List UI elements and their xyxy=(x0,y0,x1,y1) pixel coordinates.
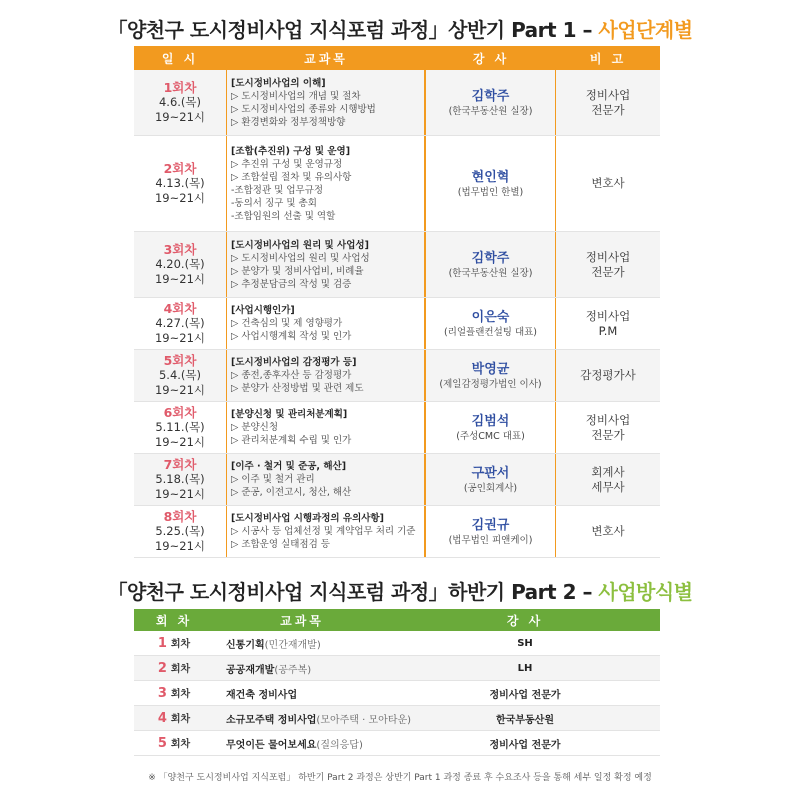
lecturer-org: (법무법인 피앤케이) xyxy=(448,534,533,546)
session-number: 5회차 xyxy=(163,353,197,368)
session-cell xyxy=(134,402,226,453)
table-row xyxy=(134,350,660,402)
table-row xyxy=(134,506,660,558)
session-time: 19~21시 xyxy=(154,272,205,286)
lecturer-cell xyxy=(426,298,556,349)
session-unit: 회차 xyxy=(170,739,191,750)
lecturer-org: (한국부동산원 실장) xyxy=(448,267,533,279)
table-row xyxy=(134,731,660,756)
session-date: 5.25.(목) xyxy=(155,524,205,538)
lecturer-name: 김범석 xyxy=(471,413,510,429)
subject-heading: [도시정비사업의 감정평가 등] xyxy=(231,357,357,368)
session-number: 1회차 xyxy=(163,80,197,95)
session-number: 2회차 xyxy=(163,161,197,176)
session-date: 4.13.(목) xyxy=(155,176,205,190)
session-cell xyxy=(134,298,226,349)
table-row xyxy=(134,298,660,350)
subject-cell xyxy=(214,636,390,651)
subject-line: ▷ 이주 및 철거 관리 xyxy=(231,474,315,485)
lecturer-cell xyxy=(426,70,556,135)
session-cell xyxy=(134,660,214,676)
lecturer-cell: 한국부동산원 xyxy=(496,714,554,726)
lecturer-name: 이은숙 xyxy=(471,309,510,325)
session-number: 8회차 xyxy=(163,509,197,524)
part2-table-body xyxy=(134,631,660,756)
part1-table-body xyxy=(134,70,660,558)
session-number: 3회차 xyxy=(163,242,197,257)
lecturer-name: 김권규 xyxy=(471,517,510,533)
subject-line: ▷ 도시정비사업의 원리 및 사업성 xyxy=(231,252,370,264)
header-note: 비 고 xyxy=(589,51,627,66)
subject-line: ▷ 종전,종후자산 등 감정평가 xyxy=(231,370,352,381)
subject-detail: (모아주택 · 모아타운) xyxy=(316,714,412,726)
note-text: 변호사 xyxy=(591,176,625,190)
note-cell xyxy=(556,454,660,505)
note-cell xyxy=(556,232,660,297)
lecturer-cell: 정비사업 전문가 xyxy=(489,739,561,751)
session-cell xyxy=(134,635,214,651)
session-cell xyxy=(134,735,214,751)
subject-heading: [조합(추진위) 구성 및 운영] xyxy=(231,145,351,157)
lecturer-cell: SH xyxy=(517,637,533,649)
note-cell xyxy=(556,136,660,231)
part1-title xyxy=(0,14,800,43)
session-date: 4.6.(목) xyxy=(158,95,202,109)
subject-line: ▷ 시공사 등 업체선정 및 계약업무 처리 기준 xyxy=(231,526,416,537)
subject-line: ▷ 사업시행계획 작성 및 인가 xyxy=(231,331,352,342)
note-text: 정비사업 전문가 xyxy=(585,412,631,442)
table-row xyxy=(134,136,660,232)
lecturer-name: 김학주 xyxy=(471,88,510,104)
lecturer-cell: 정비사업 전문가 xyxy=(489,689,561,701)
subject-title: 소규모주택 정비사업 xyxy=(226,714,317,726)
subject-heading: [도시정비사업 시행과정의 유의사항] xyxy=(231,513,384,524)
lecturer-cell: LH xyxy=(517,662,533,674)
subject-line: ▷ 분양가 및 정비사업비, 비례율 xyxy=(231,265,364,277)
part1-title-main: 「양천구 도시정비사업 지식포럼 과정」상반기 Part 1 – xyxy=(107,18,599,42)
subject-cell xyxy=(214,686,390,701)
session-time: 19~21시 xyxy=(154,383,205,397)
subject-cell xyxy=(226,136,426,231)
footnote: ※ 「양천구 도시정비사업 지식포럼」 하반기 Part 2 과정은 상반기 Part 1 과정 종료 후 수요조사 등을 통해 세부 일정 확정 예정 xyxy=(148,773,652,783)
session-number: 5 xyxy=(157,736,167,751)
session-time: 19~21시 xyxy=(154,110,205,124)
subject-line: -동의서 징구 및 총회 xyxy=(231,197,317,209)
lecturer-cell xyxy=(426,402,556,453)
subject-cell xyxy=(214,661,390,676)
header-subject: 교과목 xyxy=(280,613,324,628)
session-time: 19~21시 xyxy=(154,331,205,345)
subject-cell xyxy=(226,454,426,505)
lecturer-org: (제일감정평가법인 이사) xyxy=(439,378,542,390)
subject-line: -조합정관 및 업무규정 xyxy=(231,184,324,196)
subject-title: 재건축 정비사업 xyxy=(226,689,298,701)
table-row xyxy=(134,706,660,731)
session-number: 2 xyxy=(157,661,167,676)
subject-line: ▷ 건축심의 및 제 영향평가 xyxy=(231,318,343,329)
session-number: 4회차 xyxy=(163,301,197,316)
subject-cell xyxy=(226,70,426,135)
subject-heading: [사업시행인가] xyxy=(231,305,295,316)
lecturer-name: 김학주 xyxy=(471,250,510,266)
part1-table-header xyxy=(134,46,660,70)
session-date: 4.27.(목) xyxy=(155,316,205,330)
part1-schedule-table xyxy=(134,46,660,558)
subject-line: ▷ 환경변화와 정부정책방향 xyxy=(231,116,346,128)
table-row xyxy=(134,681,660,706)
subject-heading: [이주 · 철거 및 준공, 해산] xyxy=(231,461,347,472)
session-cell xyxy=(134,136,226,231)
note-cell xyxy=(556,298,660,349)
session-time: 19~21시 xyxy=(154,487,205,501)
lecturer-cell xyxy=(426,136,556,231)
header-lecturer: 강 사 xyxy=(506,613,544,628)
session-cell xyxy=(134,710,214,726)
header-date: 일 시 xyxy=(161,51,199,66)
lecturer-org: (리얼플랜컨설팅 대표) xyxy=(443,326,538,338)
part2-title xyxy=(0,576,800,605)
note-cell xyxy=(556,402,660,453)
part2-table-header xyxy=(134,609,660,631)
subject-detail: (공주복) xyxy=(274,664,312,676)
lecturer-cell xyxy=(426,454,556,505)
table-row xyxy=(134,402,660,454)
subject-title: 신통기획 xyxy=(226,639,265,651)
subject-line: ▷ 추정분담금의 작성 및 검증 xyxy=(231,278,352,290)
table-row xyxy=(134,656,660,681)
part2-title-accent: 사업방식별 xyxy=(598,580,693,604)
lecturer-org: (한국부동산원 실장) xyxy=(448,105,533,117)
session-unit: 회차 xyxy=(170,714,191,725)
subject-cell xyxy=(214,711,412,726)
subject-cell xyxy=(214,736,390,751)
session-number: 3 xyxy=(157,686,167,701)
lecturer-cell xyxy=(426,232,556,297)
part2-schedule-table xyxy=(134,609,660,756)
subject-heading: [분양신청 및 관리처분계획] xyxy=(231,409,348,420)
session-cell xyxy=(134,685,214,701)
lecturer-name: 현인혁 xyxy=(471,169,510,185)
subject-cell xyxy=(226,402,426,453)
session-number: 4 xyxy=(157,711,167,726)
table-row xyxy=(134,631,660,656)
subject-line: ▷ 관리처분계획 수립 및 인가 xyxy=(231,435,352,446)
subject-cell xyxy=(226,298,426,349)
note-text: 감정평가사 xyxy=(580,368,636,382)
session-unit: 회차 xyxy=(170,664,191,675)
note-text: 회계사 세무사 xyxy=(591,464,625,494)
subject-line: ▷ 준공, 이전고시, 청산, 해산 xyxy=(231,487,352,498)
note-text: 변호사 xyxy=(591,524,625,538)
subject-line: ▷ 도시정비사업의 종류와 시행방법 xyxy=(231,103,376,115)
subject-cell xyxy=(226,232,426,297)
subject-line: ▷ 도시정비사업의 개념 및 절차 xyxy=(231,90,361,102)
subject-line: ▷ 분양신청 xyxy=(231,422,279,433)
subject-title: 공공재개발 xyxy=(226,664,275,676)
session-date: 4.20.(목) xyxy=(155,257,205,271)
subject-detail: (민간재개발) xyxy=(264,639,321,651)
session-number: 1 xyxy=(157,636,167,651)
lecturer-name: 구판서 xyxy=(471,465,510,481)
lecturer-org: (주성CMC 대표) xyxy=(456,430,525,442)
subject-heading: [도시정비사업의 원리 및 사업성] xyxy=(231,239,369,251)
session-date: 5.11.(목) xyxy=(155,420,205,434)
session-time: 19~21시 xyxy=(154,435,205,449)
lecturer-cell xyxy=(426,350,556,401)
session-cell xyxy=(134,454,226,505)
session-cell xyxy=(134,70,226,135)
subject-cell xyxy=(226,350,426,401)
note-cell xyxy=(556,70,660,135)
session-unit: 회차 xyxy=(170,639,191,650)
session-cell xyxy=(134,232,226,297)
subject-line: ▷ 추진위 구성 및 운영규정 xyxy=(231,158,343,170)
lecturer-cell xyxy=(426,506,556,557)
table-row xyxy=(134,232,660,298)
note-text: 정비사업 전문가 xyxy=(585,87,631,117)
session-unit: 회차 xyxy=(170,689,191,700)
header-subject: 교과목 xyxy=(304,51,348,66)
lecturer-name: 박영균 xyxy=(471,361,510,377)
note-text: 정비사업 P.M xyxy=(585,308,631,338)
part1-title-accent: 사업단계별 xyxy=(598,18,693,42)
session-time: 19~21시 xyxy=(154,539,205,553)
subject-cell xyxy=(226,506,426,557)
table-row xyxy=(134,454,660,506)
subject-line: ▷ 분양가 산정방법 및 관련 제도 xyxy=(231,383,364,394)
header-lecturer: 강 사 xyxy=(472,51,510,66)
session-cell xyxy=(134,506,226,557)
subject-detail: (질의응답) xyxy=(316,739,363,751)
lecturer-org: (공인회계사) xyxy=(463,482,518,494)
note-cell xyxy=(556,350,660,401)
table-row xyxy=(134,70,660,136)
subject-line: ▷ 조합설립 절차 및 유의사항 xyxy=(231,171,352,183)
subject-heading: [도시정비사업의 이해] xyxy=(231,77,326,89)
lecturer-org: (법무법인 한별) xyxy=(457,186,524,198)
note-cell xyxy=(556,506,660,557)
subject-title: 무엇이든 물어보세요 xyxy=(226,739,317,751)
subject-line: -조합임원의 선출 및 역할 xyxy=(231,210,336,222)
header-session: 회 차 xyxy=(155,613,193,628)
session-date: 5.4.(목) xyxy=(158,368,202,382)
session-number: 6회차 xyxy=(163,405,197,420)
note-text: 정비사업 전문가 xyxy=(585,249,631,279)
session-date: 5.18.(목) xyxy=(155,472,205,486)
session-cell xyxy=(134,350,226,401)
session-time: 19~21시 xyxy=(154,191,205,205)
session-number: 7회차 xyxy=(163,457,197,472)
subject-line: ▷ 조합운영 실태점검 등 xyxy=(231,539,330,550)
part2-title-main: 「양천구 도시정비사업 지식포럼 과정」하반기 Part 2 – xyxy=(107,580,599,604)
